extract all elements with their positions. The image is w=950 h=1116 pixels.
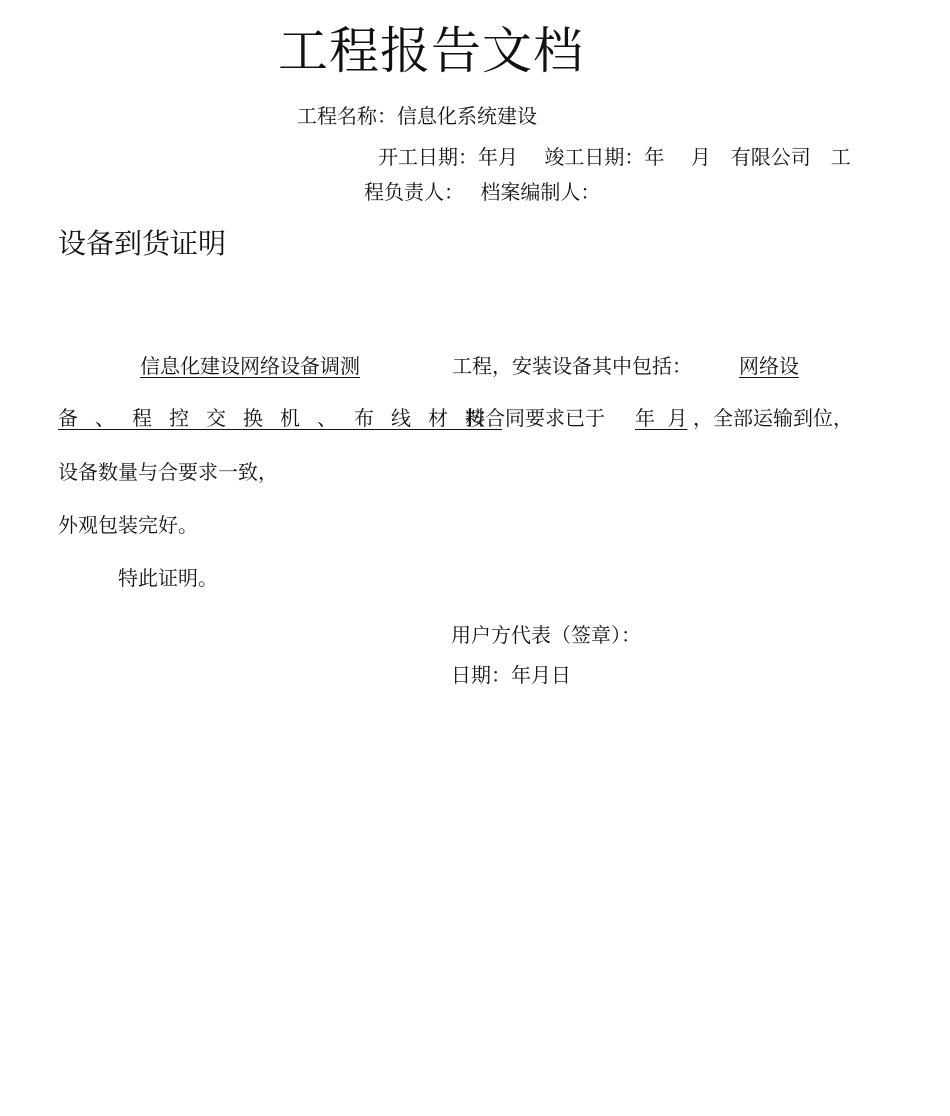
contract-text: 按合同要求已于 bbox=[465, 406, 605, 430]
equipment-part-2: 备、程控交换机、布线材料 bbox=[58, 406, 502, 430]
certify-line: 特此证明。 bbox=[118, 566, 218, 590]
quantity-line: 设备数量与合要求一致， bbox=[58, 460, 278, 484]
dates-line-2: 程负责人： 档案编制人： bbox=[364, 180, 601, 204]
packaging-line: 外观包装完好。 bbox=[58, 513, 198, 537]
delivery-text: ，全部运输到位， bbox=[693, 406, 853, 430]
representative-signature: 用户方代表（签章）： bbox=[451, 623, 641, 647]
project-underlined: 信息化建设网络设备调测 bbox=[140, 354, 360, 378]
document-title: 工程报告文档 bbox=[278, 22, 584, 80]
signature-date: 日期：年月日 bbox=[451, 663, 571, 687]
after-project-text: 工程，安装设备其中包括： bbox=[452, 354, 692, 378]
equipment-part-1: 网络设 bbox=[739, 354, 799, 378]
section-heading: 设备到货证明 bbox=[58, 227, 227, 260]
project-name-line: 工程名称：信息化系统建设 bbox=[297, 104, 537, 128]
date-underlined: 年 月 bbox=[635, 406, 688, 430]
dates-line-1: 开工日期：年月 竣工日期：年 月 有限公司 工 bbox=[378, 145, 851, 169]
